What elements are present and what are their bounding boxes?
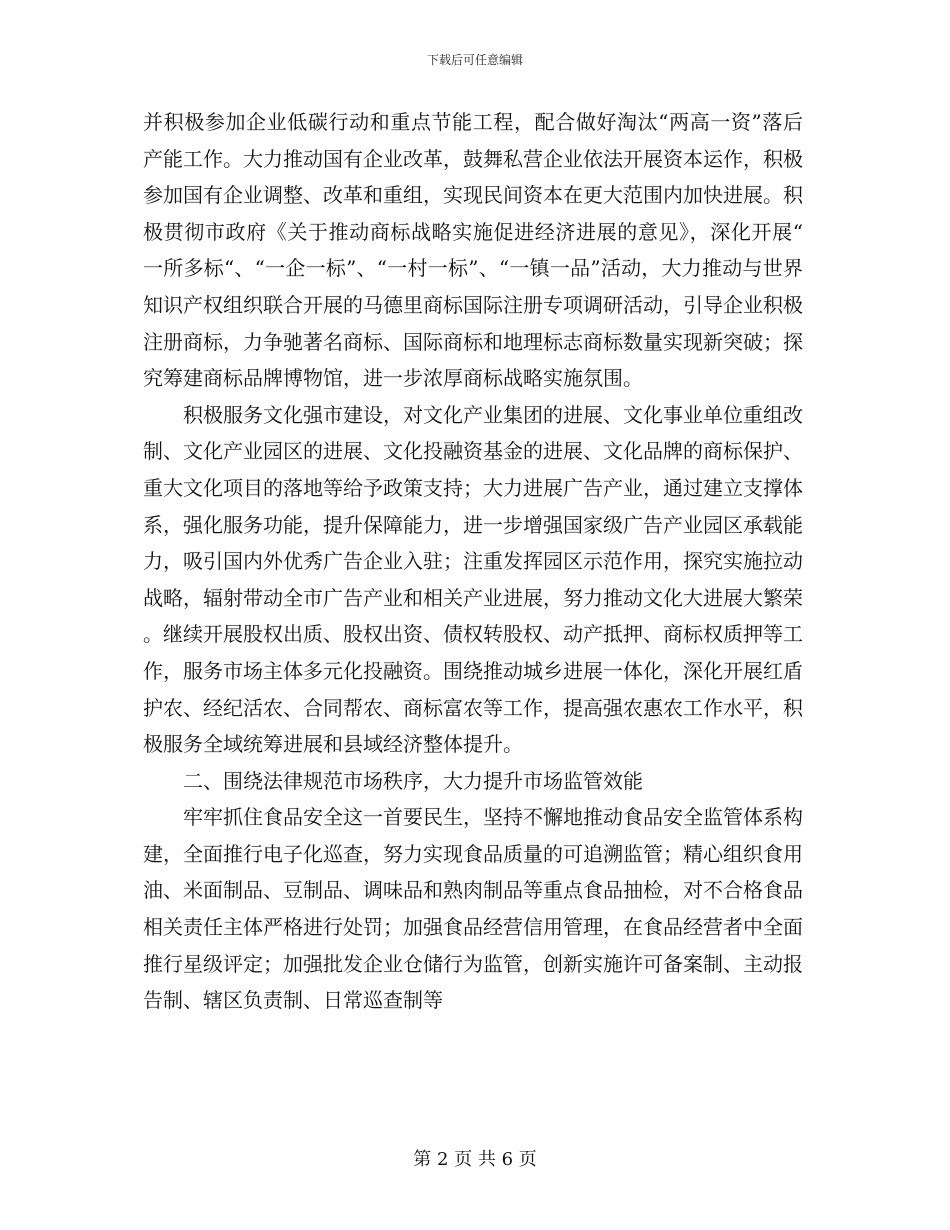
paragraph-continued: 并积极参加企业低碳行动和重点节能工程，配合做好淘汰“两高一资”落后产能工作。大力推动国有企业改革，鼓舞私营企业依法开展资本运作，积极参加国有企业调整、改革和重组，实现民间资本在更大范围内加快进展。积极贯彻市政府《关于推动商标战略实施促进经济进展的意见》，深化开展“一所多标“、“一企一标”、“一村一标”、“一镇一品”活动，大力推动与世界知识产权组织联合开展的马德里商标国际注册专项调研活动，引导企业积极注册商标，力争驰著名商标、国际商标和地理标志商标数量实现新突破；探究筹建商标品牌博物馆，进一步浓厚商标战略实施氛围。 xyxy=(143,110,803,391)
document-body xyxy=(143,104,803,1019)
section-heading: 二、围绕法律规范市场秩序，大力提升市场监管效能 xyxy=(183,768,643,793)
paragraph-food-safety: 牢牢抓住食品安全这一首要民生，坚持不懈地推动食品安全监管体系构建，全面推行电子化巡查，努力实现食品质量的可追溯监管；精心组织食用油、米面制品、豆制品、调味品和熟肉制品等重点食品抽检，对不合格食品相关责任主体严格进行处罚；加强食品经营信用管理，在食品经营者中全面推行星级评定；加强批发企业仓储行为监管，创新实施许可备案制、主动报告制、辖区负责制、日常巡查制等 xyxy=(143,805,803,1013)
page-header-note: 下载后可任意编辑 xyxy=(426,53,523,67)
page-number: 第 2 页 共 6 页 xyxy=(413,1149,537,1170)
paragraph-culture: 积极服务文化强市建设，对文化产业集团的进展、文化事业单位重组改制、文化产业园区的进展、文化投融资基金的进展、文化品牌的商标保护、重大文化项目的落地等给予政策支持；大力进展广告产业，通过建立支撑体系，强化服务功能，提升保障能力，进一步增强国家级广告产业园区承载能力，吸引国内外优秀广告企业入驻；注重发挥园区示范作用，探究实施拉动战略，辐射带动全市广告产业和相关产业进展，努力推动文化大进展大繁荣。继续开展股权出质、股权出资、债权转股权、动产抵押、商标权质押等工作，服务市场主体多元化投融资。围绕推动城乡进展一体化，深化开展红盾护农、经纪活农、合同帮农、商标富农等工作，提高强农惠农工作水平，积极服务全域统筹进展和县域经济整体提升。 xyxy=(143,402,803,757)
